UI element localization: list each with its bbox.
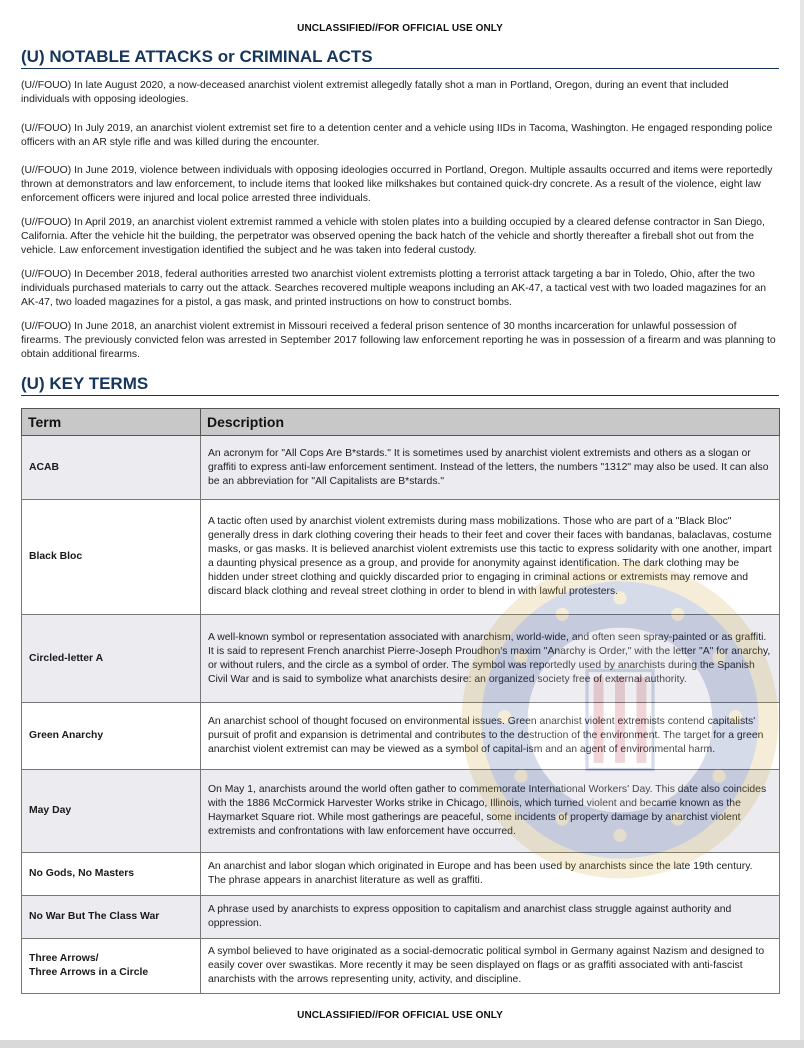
table-row xyxy=(22,436,780,500)
notable-attacks-heading: (U) NOTABLE ATTACKS or CRIMINAL ACTS xyxy=(21,47,779,69)
term-line-1: Three Arrows/ xyxy=(29,953,99,964)
description-cell: An anarchist school of thought focused on environmental issues. Green anarchist violent extremists contend capitalists' pursuit of profit and expansion is detrimental and contributes to the destruction of the environment. The target for a green anarchist violent extremist can may be viewed as a symbol of capital-ism and an agent of environmental harm. xyxy=(201,703,780,770)
term-column-header: Term xyxy=(22,409,201,436)
term-cell: No War But The Class War xyxy=(22,896,201,939)
table-row xyxy=(22,500,780,615)
classification-banner-top: UNCLASSIFIED//FOR OFFICIAL USE ONLY xyxy=(297,23,503,34)
classification-banner-bottom: UNCLASSIFIED//FOR OFFICIAL USE ONLY xyxy=(297,1010,503,1021)
attack-paragraph: (U//FOUO) In June 2019, violence between individuals with opposing ideologies occurred in Portland, Oregon. Multiple assaults occurred and items were reportedly thrown at demonstrators and law enforcement, to include items that looked like milkshakes but contained quick-dry concrete. As a result of the violence, eight law enforcement officers were injured and local police arrested three individuals. xyxy=(21,165,773,204)
attack-paragraph: (U//FOUO) In late August 2020, a now-deceased anarchist violent extremist allegedly fatally shot a man in Portland, Oregon, during an event that included individuals with opposing ideologies. xyxy=(21,80,729,105)
description-column-header: Description xyxy=(201,409,780,436)
table-row xyxy=(22,615,780,703)
term-cell: No Gods, No Masters xyxy=(22,853,201,896)
key-terms-table xyxy=(21,408,780,994)
term-cell: Black Bloc xyxy=(22,500,201,615)
attack-paragraph: (U//FOUO) In June 2018, an anarchist violent extremist in Missouri received a federal prison sentence of 30 months incarceration for unlawful possession of firearms. The previously convicted felon was arrested in September 2017 following law enforcement reporting he was in possession of a firearm and was planning to obtain additional firearms. xyxy=(21,321,776,360)
table-row xyxy=(22,703,780,770)
table-row xyxy=(22,770,780,853)
attack-paragraph: (U//FOUO) In April 2019, an anarchist violent extremist rammed a vehicle with stolen plates into a building occupied by a cleared defense contractor in San Diego, California. After the vehicle hit the building, the perpetrator was observed opening the back hatch of the vehicle and shortly thereafter a fireball shot out from the vehicle. Law enforcement investigation identified the subject and he was taken into federal custody. xyxy=(21,217,765,256)
description-cell: A symbol believed to have originated as a social-democratic political symbol in Germany against Nazism and designed to easily cover over swastikas. More recently it may be seen displayed on flags or as graffiti associated with anti-fascist anarchists with the arrows representing unity, activity, and discipline. xyxy=(201,939,780,994)
description-cell: On May 1, anarchists around the world often gather to commemorate International Workers' Day. This date also coincides with the 1886 McCormick Harvester Works strike in Chicago, Illinois, which turned violent and became known as the Haymarket Square riot. While most gatherings are peaceful, some incidents of property damage by anarchist violent extremists and confrontations with law enforcement have occurred. xyxy=(201,770,780,853)
table-row xyxy=(22,853,780,896)
term-cell xyxy=(22,939,201,994)
term-cell: Circled-letter A xyxy=(22,615,201,703)
term-cell: Green Anarchy xyxy=(22,703,201,770)
description-cell: A tactic often used by anarchist violent extremists during mass mobilizations. Those who are part of a "Black Bloc" generally dress in dark clothing covering their heads to their feet and cover their faces with bandanas, balaclavas, costume masks, or gas masks. It is believed anarchist violent extremists use this tactic to express solidarity with one another, impart a daunting physical presence as a group, and provide for anonymity against identification. The dark clothing may be hidden under street clothing and quickly discarded prior to engaging in criminal actions or extremists may remove and discard black clothing and reveal street clothing in order to blend in with lawful protesters. xyxy=(201,500,780,615)
attack-paragraph: (U//FOUO) In December 2018, federal authorities arrested two anarchist violent extremists plotting a terrorist attack targeting a bar in Toledo, Ohio, after the two individuals purchased materials to carry out the attack. Searches recovered multiple weapons including an AK-47, a tactical vest with two loaded magazines for an AK-47, two loaded magazines for a pistol, a gas mask, and printed instructions on how to construct bombs. xyxy=(21,269,767,308)
attack-paragraph: (U//FOUO) In July 2019, an anarchist violent extremist set fire to a detention center and a vehicle using IIDs in Tacoma, Washington. He engaged responding police officers with an AR style rifle and was killed during the encounter. xyxy=(21,123,773,148)
description-cell: An acronym for "All Cops Are B*stards." It is sometimes used by anarchist violent extremists and others as a slogan or graffiti to express anti-law enforcement sentiment. Instead of the letters, the numbers "1312" may also be used. It can also be an abbreviation for "All Capitalists are B*stards." xyxy=(201,436,780,500)
viewer-bottom-edge xyxy=(0,1040,804,1048)
term-cell: May Day xyxy=(22,770,201,853)
term-cell: ACAB xyxy=(22,436,201,500)
table-header-row xyxy=(22,409,780,436)
table-row xyxy=(22,896,780,939)
description-cell: A well-known symbol or representation associated with anarchism, world-wide, and often seen spray-painted or as graffiti. It is said to represent French anarchist Pierre-Joseph Proudhon's maxim "Anarchy is Order," with the letter "A" for anarchy, or without rulers, and the circle as a symbol of order. The symbol was reportedly used by anarchists during the Spanish Civil War and is said to symbolize what anarchists desire: an organized society free of external authority. xyxy=(201,615,780,703)
description-cell: A phrase used by anarchists to express opposition to capitalism and anarchist class struggle against authority and oppression. xyxy=(201,896,780,939)
term-line-2: Three Arrows in a Circle xyxy=(29,967,149,978)
description-cell: An anarchist and labor slogan which originated in Europe and has been used by anarchists since the late 19th century. The phrase appears in anarchist literature as well as graffiti. xyxy=(201,853,780,896)
viewer-right-edge xyxy=(800,0,804,1048)
table-row xyxy=(22,939,780,994)
key-terms-heading: (U) KEY TERMS xyxy=(21,374,779,396)
